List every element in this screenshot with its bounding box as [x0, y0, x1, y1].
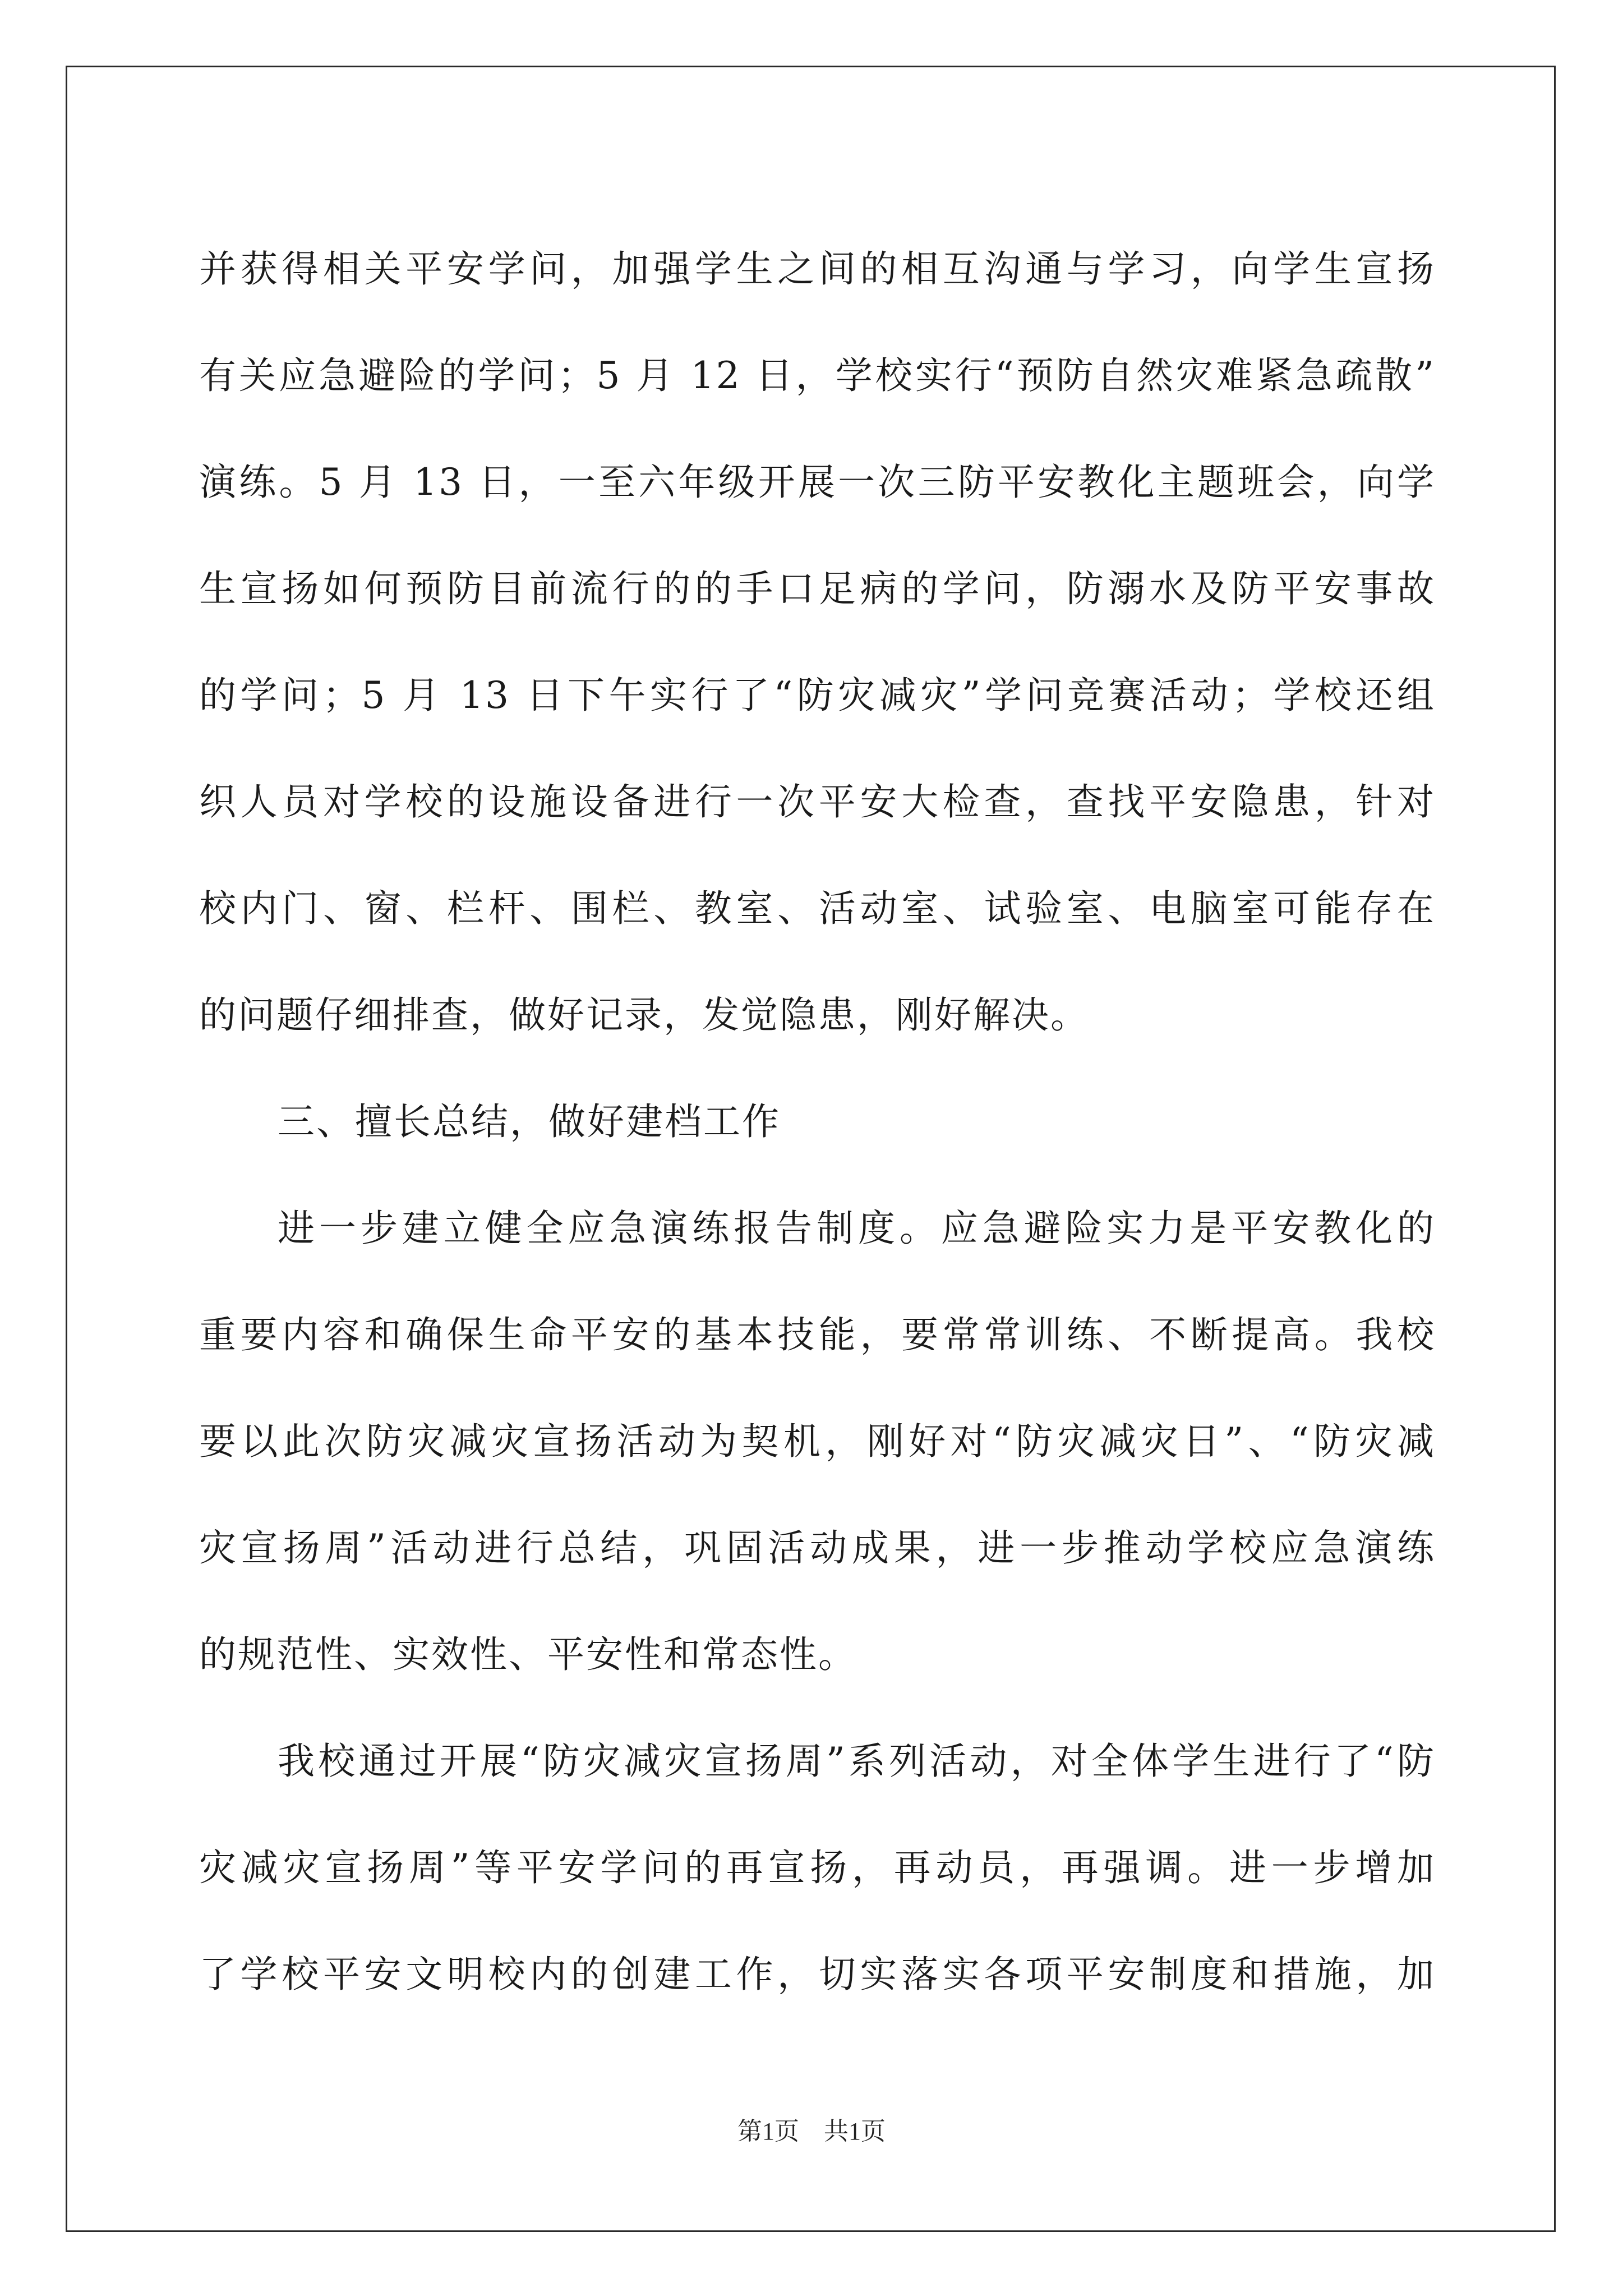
- text-line: 进一步建立健全应急演练报告制度。应急避险实力是平安教化的: [278, 1207, 1436, 1250]
- text-line: 了学校平安文明校内的创建工作，切实落实各项平安制度和措施，加: [199, 1953, 1436, 1996]
- text-line: 生宣扬如何预防目前流行的的手口足病的学问，防溺水及防平安事故: [199, 567, 1436, 610]
- text-line: 我校通过开展“防灾减灾宣扬周”系列活动，对全体学生进行了“防: [278, 1740, 1436, 1783]
- text-line: 校内门、窗、栏杆、围栏、教室、活动室、试验室、电脑室可能存在: [199, 887, 1436, 930]
- text-line: 演练。5 月 13 日，一至六年级开展一次三防平安教化主题班会，向学: [199, 461, 1436, 504]
- text-line: 并获得相关平安学问，加强学生之间的相互沟通与学习，向学生宣扬: [199, 247, 1436, 291]
- text-line: 有关应急避险的学问；5 月 12 日，学校实行“预防自然灾难紧急疏散”: [199, 354, 1436, 397]
- text-line: 的问题仔细排查，做好记录，发觉隐患，刚好解决。: [199, 993, 1089, 1037]
- section-heading: 三、擅长总结，做好建档工作: [278, 1100, 781, 1143]
- text-line: 织人员对学校的设施设备进行一次平安大检查，查找平安隐患，针对: [199, 780, 1436, 823]
- document-body: [199, 216, 1436, 2028]
- text-line: 要以此次防灾减灾宣扬活动为契机，刚好对“防灾减灾日”、“防灾减: [199, 1420, 1436, 1463]
- text-line: 灾减灾宣扬周”等平安学问的再宣扬，再动员，再强调。进一步增加: [199, 1846, 1436, 1889]
- page-number-footer: 第1页 共1页: [737, 2118, 886, 2145]
- text-line: 的规范性、实效性、平安性和常态性。: [199, 1633, 857, 1676]
- text-line: 灾宣扬周”活动进行总结，巩固活动成果，进一步推动学校应急演练: [199, 1526, 1436, 1570]
- text-line: 重要内容和确保生命平安的基本技能，要常常训练、不断提高。我校: [199, 1313, 1436, 1356]
- text-line: 的学问；5 月 13 日下午实行了“防灾减灾”学问竞赛活动；学校还组: [199, 674, 1436, 717]
